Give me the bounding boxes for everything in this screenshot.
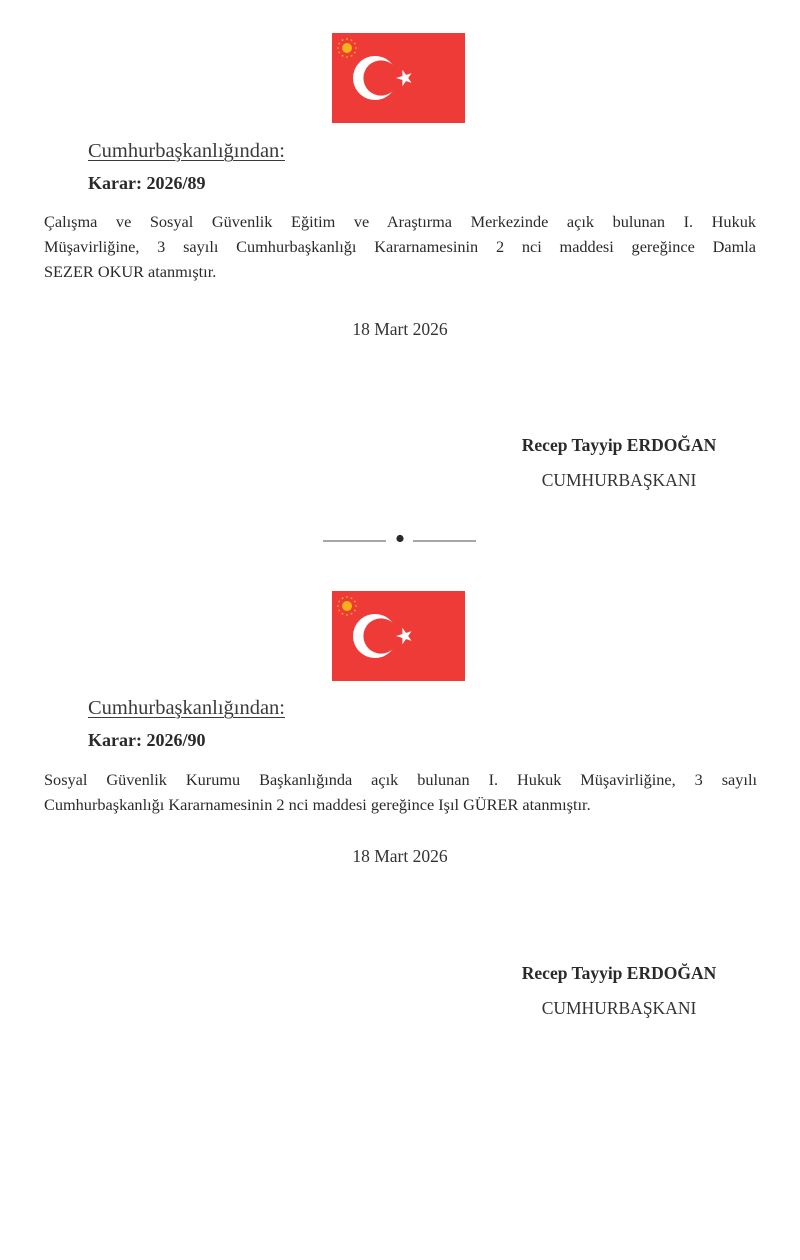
- dot-separator-icon: [320, 530, 480, 550]
- body-line: Çalışma ve Sosyal Güvenlik Eğitim ve Araştırma Merkezinde açık bulunan I. Hukuk: [44, 212, 756, 231]
- signer-title: CUMHURBAŞKANI: [541, 470, 697, 490]
- turkish-presidential-flag-icon: [332, 33, 465, 123]
- body-line: Müşavirliğine, 3 sayılı Cumhurbaşkanlığı Kararnamesinin 2 nci maddesi gereğince Damla: [44, 237, 756, 256]
- decision-number: Karar: 2026/90: [88, 730, 206, 750]
- signer-name: Recep Tayyip ERDOĞAN: [521, 963, 717, 983]
- body-line: SEZER OKUR atanmıştır.: [44, 262, 217, 281]
- decision-body: [44, 209, 756, 284]
- body-line: Sosyal Güvenlik Kurumu Başkanlığında açık bulunan I. Hukuk Müşavirliğine, 3 sayılı: [44, 770, 757, 789]
- decision-body: [44, 767, 757, 817]
- signer-title: CUMHURBAŞKANI: [541, 998, 697, 1018]
- turkish-presidential-flag-icon: [332, 591, 465, 681]
- body-line: Cumhurbaşkanlığı Kararnamesinin 2 nci maddesi gereğince Işıl GÜRER atanmıştır.: [44, 795, 591, 814]
- issuer-heading: Cumhurbaşkanlığından:: [88, 140, 286, 162]
- signer-name: Recep Tayyip ERDOĞAN: [521, 435, 717, 455]
- decision-number: Karar: 2026/89: [88, 173, 206, 193]
- decision-date: 18 Mart 2026: [352, 846, 448, 866]
- issuer-heading: Cumhurbaşkanlığından:: [88, 697, 286, 719]
- decision-date: 18 Mart 2026: [352, 319, 448, 339]
